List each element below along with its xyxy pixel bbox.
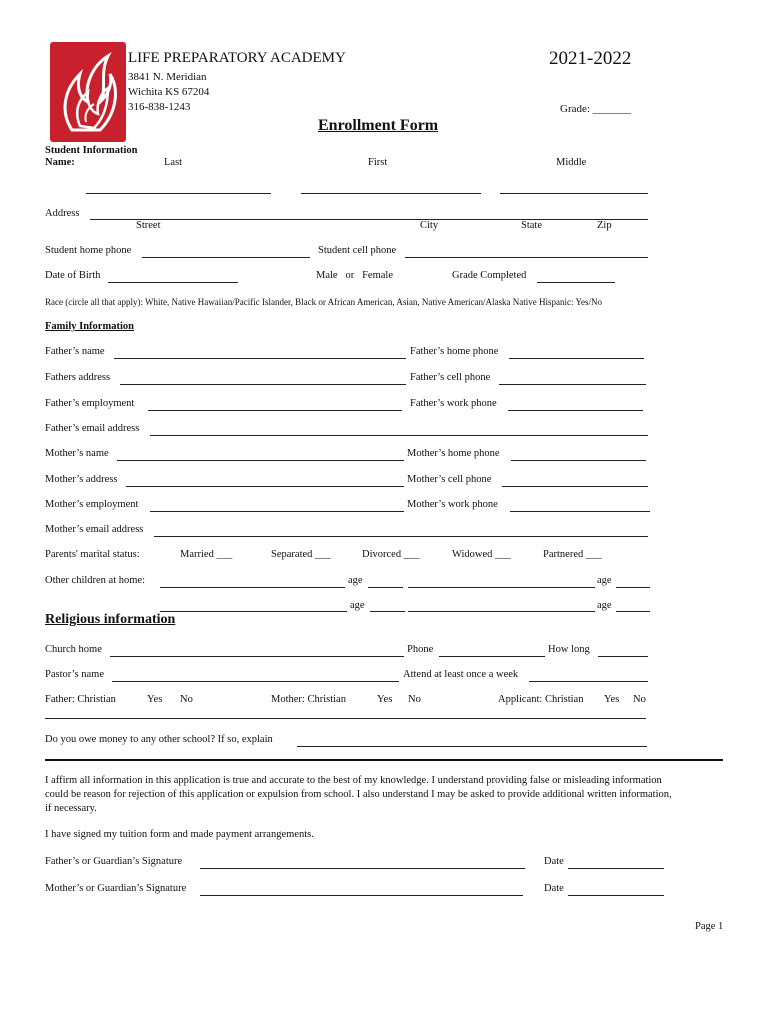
state-label: State	[521, 220, 542, 231]
last-label: Last	[164, 157, 183, 168]
child-1-name-field[interactable]	[160, 587, 345, 588]
address-field[interactable]	[90, 219, 648, 220]
applicant-christian-label: Applicant: Christian	[498, 694, 584, 705]
child-1-age-field[interactable]	[368, 587, 403, 588]
owe-money-label: Do you owe money to any other school? If so, explain	[45, 734, 273, 745]
father-yes-option[interactable]: Yes	[147, 694, 163, 705]
father-employment-label: Father’s employment	[45, 398, 135, 409]
dob-field[interactable]	[108, 282, 238, 283]
address-line-1: 3841 N. Meridian	[128, 71, 207, 83]
dob-label: Date of Birth	[45, 270, 101, 281]
child-3-name-field[interactable]	[160, 611, 347, 612]
middle-label: Middle	[556, 157, 587, 168]
section-family-info: Family Information	[45, 321, 134, 332]
father-employment-field[interactable]	[148, 410, 402, 411]
father-cell-phone-label: Father’s cell phone	[410, 372, 491, 383]
age-label: age	[597, 575, 612, 586]
mother-christian-label: Mother: Christian	[271, 694, 346, 705]
mother-signature-field[interactable]	[200, 895, 523, 896]
mother-name-label: Mother’s name	[45, 448, 109, 459]
mother-address-label: Mother’s address	[45, 474, 118, 485]
pastor-name-label: Pastor’s name	[45, 669, 105, 680]
mother-signature-label: Mother’s or Guardian’s Signature	[45, 883, 187, 894]
father-name-label: Father’s name	[45, 346, 105, 357]
gender-options[interactable]: Male or Female	[316, 270, 393, 281]
father-email-field[interactable]	[150, 435, 648, 436]
affirm-line-2: could be reason for rejection of this application or expulsion from school. I also understand I may be asked to provide additional written information,	[45, 789, 672, 800]
school-logo	[50, 42, 126, 142]
mother-cell-phone-field[interactable]	[502, 486, 648, 487]
father-address-field[interactable]	[120, 384, 406, 385]
mother-work-phone-label: Mother’s work phone	[407, 499, 498, 510]
attend-weekly-label: Attend at least once a week	[403, 669, 519, 680]
school-year: 2021-2022	[549, 48, 632, 69]
mother-email-field[interactable]	[154, 536, 648, 537]
section-divider	[45, 759, 723, 761]
child-2-name-field[interactable]	[408, 587, 595, 588]
father-date-field[interactable]	[568, 868, 664, 869]
first-name-field[interactable]	[301, 193, 481, 194]
form-title: Enrollment Form	[318, 117, 439, 134]
last-name-field[interactable]	[86, 193, 271, 194]
father-email-label: Father’s email address	[45, 423, 140, 434]
first-label: First	[368, 157, 388, 168]
mother-yes-option[interactable]: Yes	[377, 694, 393, 705]
father-date-label: Date	[544, 856, 564, 867]
city-label: City	[420, 220, 439, 231]
father-home-phone-field[interactable]	[509, 358, 644, 359]
widowed-option[interactable]: Widowed ___	[452, 549, 511, 560]
mother-email-label: Mother’s email address	[45, 524, 144, 535]
father-work-phone-field[interactable]	[508, 410, 643, 411]
child-2-age-field[interactable]	[616, 587, 650, 588]
middle-name-field[interactable]	[500, 193, 648, 194]
affirm-line-3: if necessary.	[45, 803, 97, 814]
student-home-phone-label: Student home phone	[45, 245, 132, 256]
applicant-no-option[interactable]: No	[633, 694, 646, 705]
mother-no-option[interactable]: No	[408, 694, 421, 705]
mother-employment-label: Mother’s employment	[45, 499, 139, 510]
applicant-yes-option[interactable]: Yes	[604, 694, 620, 705]
father-christian-label: Father: Christian	[45, 694, 116, 705]
father-cell-phone-field[interactable]	[499, 384, 646, 385]
religious-separator	[45, 718, 646, 719]
child-3-age-field[interactable]	[370, 611, 405, 612]
mother-home-phone-label: Mother’s home phone	[407, 448, 500, 459]
father-work-phone-label: Father’s work phone	[410, 398, 497, 409]
flame-icon	[50, 42, 126, 142]
child-4-name-field[interactable]	[408, 611, 595, 612]
church-phone-label: Phone	[407, 644, 434, 655]
zip-label: Zip	[597, 220, 612, 231]
how-long-field[interactable]	[598, 656, 648, 657]
mother-name-field[interactable]	[117, 460, 404, 461]
attend-weekly-field[interactable]	[529, 681, 648, 682]
mother-cell-phone-label: Mother’s cell phone	[407, 474, 492, 485]
father-address-label: Fathers address	[45, 372, 111, 383]
student-cell-phone-label: Student cell phone	[318, 245, 397, 256]
mother-home-phone-field[interactable]	[511, 460, 646, 461]
marital-status-label: Parents' marital status:	[45, 549, 140, 560]
student-home-phone-field[interactable]	[142, 257, 310, 258]
partnered-option[interactable]: Partnered ___	[543, 549, 602, 560]
street-label: Street	[136, 220, 161, 231]
school-phone: 316-838-1243	[128, 101, 191, 113]
section-religious-info: Religious information	[45, 612, 176, 627]
father-name-field[interactable]	[114, 358, 406, 359]
student-cell-phone-field[interactable]	[405, 257, 648, 258]
owe-money-field[interactable]	[297, 746, 647, 747]
address-line-2: Wichita KS 67204	[128, 86, 210, 98]
tuition-statement: I have signed my tuition form and made payment arrangements.	[45, 829, 314, 840]
grade-completed-label: Grade Completed	[452, 270, 527, 281]
child-4-age-field[interactable]	[616, 611, 650, 612]
address-label: Address	[45, 208, 80, 219]
father-no-option[interactable]: No	[180, 694, 193, 705]
mother-employment-field[interactable]	[150, 511, 404, 512]
married-option[interactable]: Married ___	[180, 549, 233, 560]
father-signature-label: Father’s or Guardian’s Signature	[45, 856, 183, 867]
section-student-info: Student Information	[45, 145, 138, 156]
father-home-phone-label: Father’s home phone	[410, 346, 499, 357]
other-children-label: Other children at home:	[45, 575, 146, 586]
name-label: Name:	[45, 157, 75, 168]
mother-date-field[interactable]	[568, 895, 664, 896]
age-label: age	[597, 600, 612, 611]
age-label: age	[348, 575, 363, 586]
school-name: LIFE PREPARATORY ACADEMY	[128, 50, 346, 66]
grade-field[interactable]: Grade: _______	[560, 103, 632, 115]
age-label: age	[350, 600, 365, 611]
father-signature-field[interactable]	[200, 868, 525, 869]
church-phone-field[interactable]	[439, 656, 545, 657]
how-long-label: How long	[548, 644, 590, 655]
mother-date-label: Date	[544, 883, 564, 894]
mother-address-field[interactable]	[126, 486, 404, 487]
mother-work-phone-field[interactable]	[510, 511, 650, 512]
church-home-label: Church home	[45, 644, 102, 655]
affirm-line-1: I affirm all information in this application is true and accurate to the best of my knowledge. I understand providing false or misleading information	[45, 775, 662, 786]
page-number: Page 1	[695, 921, 724, 932]
separated-option[interactable]: Separated ___	[271, 549, 331, 560]
race-question[interactable]: Race (circle all that apply): White, Native Hawaiian/Pacific Islander, Black or African American, Asian, Native American/Alaska Native Hispanic: Yes/No	[45, 297, 603, 307]
divorced-option[interactable]: Divorced ___	[362, 549, 420, 560]
church-home-field[interactable]	[110, 656, 404, 657]
grade-completed-field[interactable]	[537, 282, 615, 283]
pastor-name-field[interactable]	[112, 681, 399, 682]
